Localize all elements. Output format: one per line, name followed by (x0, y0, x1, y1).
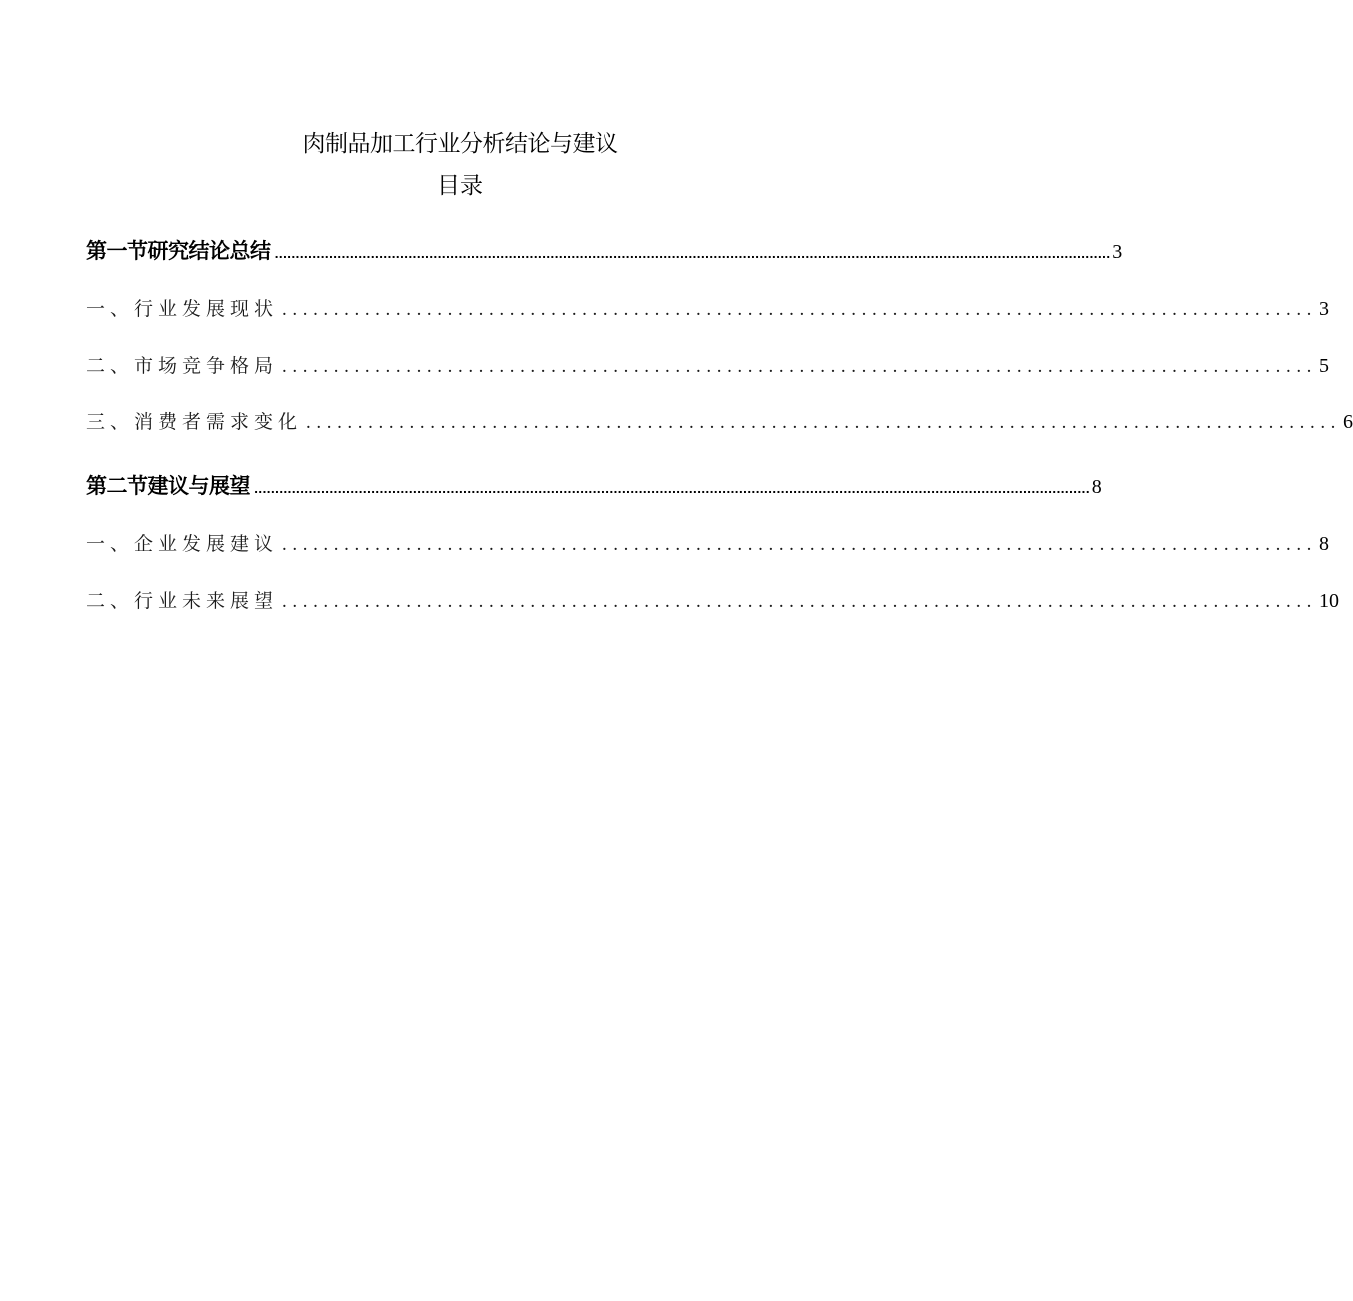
dot-leader: .................................................................................................... (282, 356, 1318, 377)
toc-page-number: 6 (1343, 411, 1353, 433)
toc-entry-subsection[interactable] (86, 587, 1340, 616)
dot-leader: .................................................................................................... (306, 412, 1342, 433)
toc-entry-subsection[interactable] (86, 408, 1353, 437)
toc-entry-label: 二、行业未来展望 (86, 590, 279, 612)
toc-entry-label: 第一节研究结论总结 (86, 239, 271, 263)
toc-page-number: 3 (1112, 241, 1122, 263)
toc-entry-label: 一、企业发展建议 (86, 533, 279, 555)
dot-leader: .................................................................................................... (282, 534, 1318, 555)
toc-entry-label: 第二节建议与展望 (86, 474, 250, 498)
dot-leader: ........................................................................................................................................................................................................ (274, 248, 1111, 261)
toc-entry-subsection[interactable] (86, 352, 1330, 381)
dot-leader: .................................................................................................... (282, 299, 1318, 320)
toc-entry-label: 一、行业发展现状 (86, 298, 279, 320)
document-title: 肉制品加工行业分析结论与建议 (302, 131, 618, 157)
toc-entry-subsection[interactable] (86, 530, 1330, 559)
toc-page-number: 8 (1091, 476, 1102, 498)
toc-page-number: 5 (1319, 355, 1330, 377)
toc-entry-label: 二、市场竞争格局 (86, 355, 279, 377)
toc-entry-label: 三、消费者需求变化 (86, 411, 303, 433)
toc-page-number: 10 (1319, 590, 1340, 612)
toc-entry-subsection[interactable] (86, 295, 1330, 324)
toc-page-number: 3 (1319, 298, 1330, 320)
toc-heading: 目录 (437, 173, 483, 199)
toc-entry-section-1[interactable] (86, 236, 1122, 270)
dot-leader: .................................................................................................... (282, 591, 1318, 612)
toc-entry-section-2[interactable] (86, 471, 1102, 505)
toc-page-number: 8 (1319, 533, 1330, 555)
dot-leader: ........................................................................................................................................................................................................ (254, 483, 1090, 496)
